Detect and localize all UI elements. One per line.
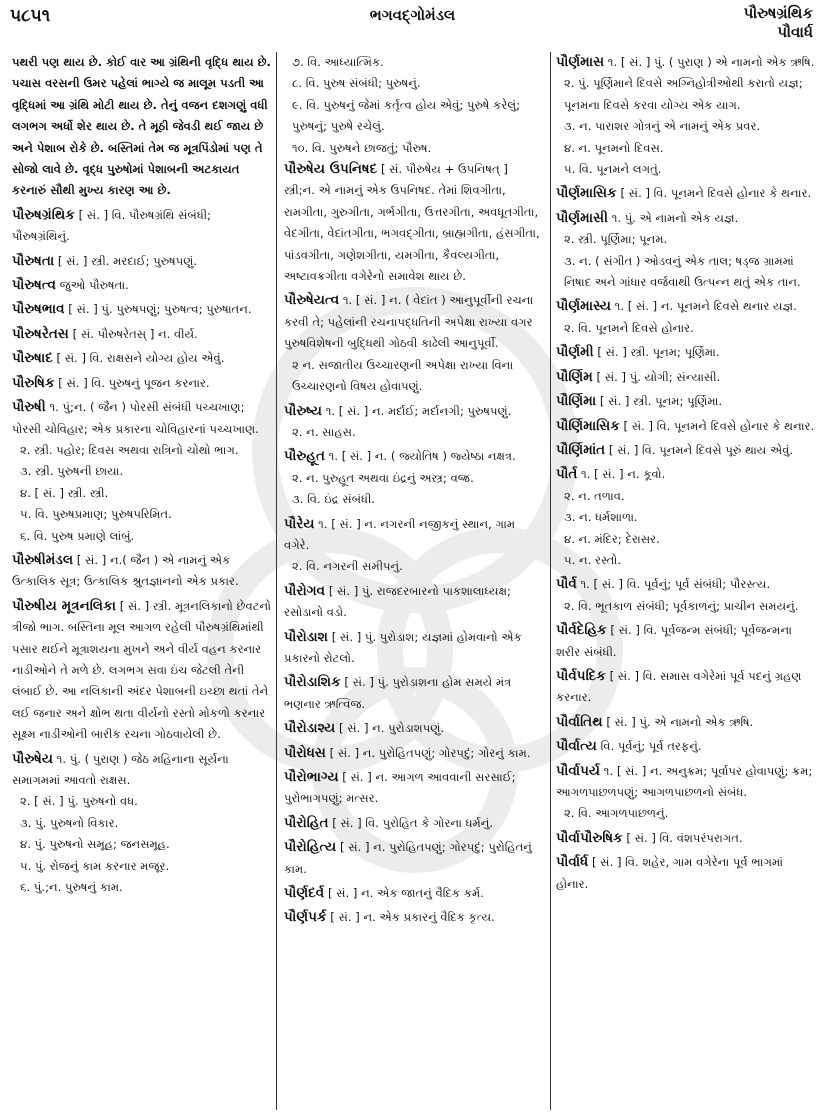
entry-definition: [ સં. ] ન. પુરોડાશપણું. [338, 721, 445, 736]
dictionary-entry [284, 743, 540, 764]
entry-headword: પૌર્વાત્ય [556, 738, 597, 755]
entry-definition: ૧. [ સં. ] વિ. પૂર્વનું; પૂર્વ સંબંધી; પૌરસ્ત્ય. [580, 577, 771, 592]
entry-sense: ૩. સ્ત્રી. પુરુષની છાયા. [20, 464, 124, 479]
entry-sense: ૨ ન. સજાતીય ઉચ્ચારણની અપેક્ષા રાખ્યા વિના ઉચ્ચારણનો વિષય હોવાપણું. [292, 357, 514, 394]
dictionary-entry [284, 672, 540, 715]
page-header [0, 0, 825, 50]
entry-sense: ૨. વિ. નગરની સમીપનું. [292, 559, 403, 574]
entry-headword: પૌરોડાશ્ય [284, 720, 336, 737]
continuation-senses [284, 52, 540, 159]
entry-sense: ૮. વિ. પુરુષ સંબંધી; પુરુષનું. [292, 76, 421, 91]
entry-headword: પૌર્ત [556, 466, 578, 483]
entry-definition: [ સં. ] વિ. સમાસ વગેરેમાં પૂર્વ પદનું ગ્રહણ કરનાર. [556, 668, 802, 705]
entry-headword: પૌરુષેય [12, 750, 54, 767]
entry-definition: ૧. પું;ન. ( જૈન ) પોરસી સંબંધી પચ્ચખાણ; પોરસી ચોવિહાર; એક પ્રકારના ચોવિહારનાં પચ્ચખાણ. [12, 400, 259, 436]
entry-sense: ૨. ન. સાહસ. [292, 424, 356, 439]
entry-definition: [ સં. ] સ્ત્રી. પૂનમ; પૂર્ણિમા. [597, 345, 720, 360]
entry-definition: [ સં. ] વિ. પૂનમને દિવસે હોનાર કે થનાર. [620, 186, 812, 201]
entry-definition: [ સં. ] પું. એ નામનો એક ઋષિ. [606, 714, 754, 729]
dictionary-entry [556, 296, 818, 339]
entry-definition: [ સં. ] વિ. પુરુષનું પૂજન કરનાર. [58, 375, 210, 390]
entry-headword: પૌર્ણમાસ [556, 54, 605, 70]
guide-word-last: પૌવાર્ધ [777, 23, 813, 41]
entry-headword: પૌરુહૂત [284, 448, 325, 465]
entry-headword: પૌર્વાતિથ [556, 713, 603, 730]
dictionary-entry [556, 761, 818, 825]
entry-definition: ૧. [ સં. ] ન. કૂવો. [581, 467, 666, 482]
dictionary-entry [284, 837, 540, 880]
entry-sense: ૪. [ સં. ] સ્ત્રી. સ્ત્રી. [20, 485, 109, 500]
entry-sense: ૬. પું.;ન. પુરુષનું કામ. [20, 880, 123, 895]
entry-headword: પૌરેય [284, 515, 315, 532]
page-number: ૫૮૫૧ [10, 6, 51, 26]
entry-sense: ૫. પું. રોજનું કામ કરનાર મજૂર. [20, 858, 170, 873]
dictionary-entry [12, 550, 272, 593]
entry-headword: પૌરુષગ્રંથિક [12, 206, 75, 223]
entry-definition: [ સં. પૌરુષરેતસ્ ] ન. વીર્ય. [72, 326, 198, 341]
entry-definition: [ સં. ] સ્ત્રી. મૂત્રનલિકાનો છેવટનો ત્રીજો ભાગ. બસ્તિના મૂલ આગળ રહેલી પૌરુષગ્રંથિમાંથી પસાર થઈને મૂત્રાશયના મુખને અને વીર્ય વહન કરનાર નાડીઓને તે મળે છે. લગભગ સવા ઇંચ જેટલી તેની લંબાઈ છે. આ નલિકાની અંદર પેશાબની ઇચ્છા થતાં તેને લઈ જનાર અને ક્ષોભ થતા વીર્યનો રસ્તો મોકળો કરનાર સૂક્ષ્મ નાડીઓની બારીક રચના ગોઠવાયેલી છે. [12, 598, 272, 742]
dictionary-entry [556, 736, 818, 757]
dictionary-entry [284, 446, 540, 510]
column-middle [284, 52, 540, 1110]
entry-headword: પૌરુષતા [12, 252, 55, 269]
dictionary-entry [556, 666, 818, 709]
entry-sense: ૯. વિ. પુરુષનું જેમાં કર્તૃત્વ હોય એવું; પુરુષે કરેલું; પુરુષનું; પુરુષે રચેલું. [292, 97, 520, 134]
entry-definition: [ સં. ] પું. પુરોડાશ; યજ્ઞમાં હોમવાનો એક પ્રકારનો રોટલો. [284, 629, 522, 665]
entry-headword: પૌર્વાપર્ય [556, 762, 601, 779]
entry-definition: [ સં. ] વિ. પૂનમને દિવસે હોનાર કે થનાર. [623, 418, 815, 433]
dictionary-entry [284, 290, 540, 397]
dictionary-entry [284, 718, 540, 739]
dictionary-entry [284, 883, 540, 904]
entry-definition: [ સં. ] ન. એક જાતનું વૈદિક કર્મ. [327, 886, 484, 901]
entry-definition: [ સં. ] ન. પુરોહિતપણું; ગોરપદું; ગોરનું કામ. [329, 745, 531, 760]
column-left [12, 52, 272, 1110]
entry-definition: ૧. [ સં. ] ન. મર્દાઈ; મર્દાનગી; પુરુષપણું. [325, 403, 512, 418]
dictionary-entry [12, 397, 272, 547]
entry-headword: પૌરુષભાવ [12, 301, 65, 318]
running-title: ભગવદ્ગોમંડલ [369, 6, 456, 24]
entry-definition: [ સં. ] પું. પુરોડાશના હોમ સમયે મંત્ર ભણનાર ઋત્વિજ. [284, 675, 512, 711]
entry-headword: પૌરુષેય ઉપનિષદ [284, 161, 378, 178]
entry-definition: [ સં. ] ન. આગળ આવવાની સરસાઈ; પુરોભાગપણું; મત્સર. [284, 770, 516, 806]
dictionary-entry [12, 596, 272, 746]
entry-sense: ૬. વિ. પુરુષ પ્રમાણે લાંબું. [20, 528, 135, 543]
entry-list [12, 205, 272, 899]
entry-definition: જુઓ પૌરુષતા. [59, 278, 129, 293]
entry-headword: પૌર્ણમાસી [556, 209, 608, 226]
entry-headword: પૌરોગવ [284, 582, 326, 599]
entry-headword: પૌરુષી [12, 399, 46, 416]
dictionary-entry [556, 208, 818, 294]
dictionary-entry [284, 907, 540, 928]
dictionary-entry [284, 627, 540, 670]
column-right [556, 52, 818, 1110]
entry-sense: ૨. વિ. પૂનમને દિવસે હોનાર. [564, 320, 694, 335]
entry-sense: ૨. સ્ત્રી. પહોર; દિવસ અથવા રાત્રિનો ચોથો ભાગ. [20, 442, 239, 457]
entry-definition: [ સં. પૌરુષેય + ઉપનિષત્ ] સ્ત્રી;ન. એ નામનું એક ઉપનિષદ. તેમાં શિવગીતા, રામગીતા, ગુરુગીતા, ગર્ભગીતા, ઉત્તરગીતા, અવધૂતગીતા, વેદગીતા, વેદાંતગીતા, ભગવદ્ગીતા, બ્રાહ્મગીતા, હંસગીતા, પાંડવગીતા, ગણેશગીતા, યમગીતા, કૈવલ્યગીતા, અષ્ટાવક્રગીતા વગેરેનો સમાવેશ થાય છે. [284, 162, 540, 284]
entry-sense: ૨. પું. પૂર્ણિમાને દિવસે અગ્નિહોત્રીઓથી કરાતો યજ્ઞ; પૂનમના દિવસે કરવા યોગ્ય એક યાગ. [564, 76, 803, 112]
dictionary-entry [556, 828, 818, 849]
entry-headword: પૌર્ણિમાંત [556, 441, 606, 458]
guide-words [744, 4, 813, 42]
entry-headword: પૌર્ણદર્વ [284, 885, 325, 902]
entry-definition: [ સં. ] વિ. પૂર્વજન્મ સંબંધી; પૂર્વજન્મના શરીર સંબંધી. [556, 623, 792, 659]
dictionary-entry [556, 574, 818, 617]
entry-definition: [ સં. ] સ્ત્રી. પૂનમ; પૂર્ણિમા. [599, 394, 723, 409]
dictionary-entry [12, 205, 272, 248]
entry-headword: પૌરુષેયત્વ [284, 292, 340, 309]
dictionary-entry [284, 514, 540, 578]
entry-definition: [ સં. ] ન. એક પ્રકારનું વૈદિક કૃત્ય. [330, 910, 495, 925]
entry-headword: પૌરોડાશિક [284, 674, 341, 691]
dictionary-entry [12, 251, 272, 272]
entry-sense: ૨. વિ. ભૂતકાળ સંબંધી; પૂર્વકાળનું; પ્રાચીન સમયનું. [564, 598, 799, 613]
dictionary-columns [0, 52, 825, 1112]
dictionary-entry [284, 581, 540, 624]
entry-sense: ૨. ન. તળાવ. [564, 488, 625, 503]
entry-headword: પૌર્વાર્ધ [556, 854, 589, 871]
dictionary-entry [556, 391, 818, 412]
dictionary-entry [556, 440, 818, 461]
dictionary-entry [284, 813, 540, 834]
entry-sense: ૫. વિ. પુરુષપ્રમાણ; પુરુષપરિમિત. [20, 507, 172, 522]
continuation-text: પથરી પણ થાય છે. કોઈ વાર આ ગ્રંથિની વૃદ્ધિ થાય છે. પચાસ વરસની ઉમર પહેલાં ભાગ્યે જ માલૂમ પડતી આ વૃદ્ધિમાં આ ગ્રંથિ મોટી થાય છે. તેનું વજન દશગણું વધી લગભગ અર્ધો શેર થાય છે. તે મૂઠી જેવડી થઈ જાય છે અને પેશાબ રોકે છે. બસ્તિમાં તેમ જ મૂત્રપિંડોમાં પણ તે સોજો લાવે છે. વૃદ્ધ પુરુષોમાં પેશાબની અટકાયત કરનારું સૌથી મુખ્ય કારણ આ છે. [12, 55, 271, 198]
dictionary-entry [556, 620, 818, 663]
dictionary-entry [12, 749, 272, 899]
entry-headword: પૌરોભાગ્ય [284, 769, 339, 785]
entry-headword: પૌર્વપદિક [556, 667, 606, 684]
entry-headword: પૌરોડાશ [284, 628, 329, 645]
entry-definition: ૧. [ સં. ] ન. પૂનમને દિવસે થનાર યજ્ઞ. [614, 299, 797, 314]
entry-definition: [ સં. ] પું. પુરુષપણું; પુરુષત્વ; પુરુષાતન. [68, 302, 252, 317]
entry-definition: [ સં. ] સ્ત્રી. મરદાઈ; પુરુષપણું. [57, 253, 198, 268]
entry-sense: ૨. ન. પુરુહૂત અથવા ઇંદ્રનું અસ્ત્ર; વજ્ર. [292, 470, 474, 485]
entry-definition: ૧. [ સં. ] ન. અનુક્રમ; પૂર્વાપર હોવાપણું; ક્રમ; આગળપાછળપણું; આગળપાછળનો સંબંધ. [556, 763, 813, 799]
dictionary-entry [556, 52, 818, 180]
entry-sense: ૪. ન. પૂનમનો દિવસ. [564, 140, 664, 155]
dictionary-entry [556, 367, 818, 388]
dictionary-entry [556, 183, 818, 204]
entry-list [284, 159, 540, 929]
entry-sense: ૩. પું. પુરુષનો વિકાર. [20, 815, 119, 830]
entry-headword: પૌર્વ [556, 576, 577, 593]
entry-headword: પૌર્ણિમ [556, 368, 593, 385]
dictionary-entry [556, 464, 818, 571]
entry-sense: ૪. પું. પુરુષનો સમૂહ; જનસમૂહ. [20, 837, 170, 852]
entry-definition: [ સં. ] વિ. પૂનમને દિવસે પૂરું થાય એવું. [608, 442, 794, 457]
entry-sense: ૫. ન. રસ્તો. [564, 552, 621, 567]
entry-definition: [ સં. ] પું. રાજદરબારનો પાકશાલાધ્યક્ષ; રસોડાનો વડો. [284, 583, 511, 620]
entry-headword: પૌર્ણિમા [556, 393, 597, 410]
entry-sense: ૫. વિ. પૂનમને લગતું. [564, 162, 662, 177]
entry-definition: [ સં. ] વિ. રાક્ષસને યોગ્ય હોય એવું. [56, 351, 225, 366]
entry-headword: પૌર્વાપૌરુષિક [556, 829, 623, 846]
entry-definition: ૧. [ સં. ] ન. ( વેદાંત ) આનુપૂર્વીની રચના કરવી તે; પહેલાંની રચનાપદ્ધતિની અપેક્ષા રાખ્યા વગર પુરુષવિશેષની બુદ્ધિથી ગોઠવી કાઢેલી આનુપૂર્વી. [284, 293, 534, 351]
entry-headword: પૌરોધસ [284, 744, 326, 761]
entry-definition: [ સં. ] ન. પુરોહિતપણું; ગોરપદું; પુરોહિતનું કામ. [284, 840, 532, 876]
dictionary-entry [556, 342, 818, 363]
entry-headword: પૌરુષાદ [12, 350, 53, 367]
dictionary-entry [12, 348, 272, 369]
entry-headword: પૌરોહિત [284, 814, 329, 831]
entry-headword: પૌર્ણિમાસિક [556, 417, 620, 434]
entry-headword: પૌર્ણપર્ક [284, 909, 327, 926]
entry-headword: પૌર્ણમાસિક [556, 185, 617, 202]
entry-sense: ૨. વિ. આગળપાછળનું. [564, 806, 669, 821]
entry-definition: વિ. પૂર્વનું; પૂર્વ તરફનું. [600, 739, 702, 754]
entry-definition: [ સં. ] ન.( જૈન ) એ નામનું એક ઉત્કાલિક સૂત્ર; ઉત્કાલિક શ્રુતજ્ઞાનનો એક પ્રકાર. [12, 552, 239, 589]
dictionary-entry [284, 401, 540, 444]
dictionary-entry [556, 416, 818, 437]
entry-definition: [ સં. ] વિ. વંશપરંપરાગત. [626, 830, 743, 845]
entry-definition: ૧. [ સં. ] ન. નગરની નજીકનું સ્થાન, ગામ વગેરે. [284, 516, 516, 552]
entry-headword: પૌરુષત્વ [12, 277, 57, 294]
entry-sense: ૩. ન. ( સંગીત ) ઓડવનું એક તાલ; ષડ્જ ગ્રામમાં નિષાદ અને ગાંધાર વર્જવાથી ઉત્પન્ન થતું એક તાન. [564, 253, 801, 290]
dictionary-entry [556, 712, 818, 733]
entry-sense: ૩. વિ. ઇંદ્ર સંબંધી. [292, 492, 375, 507]
dictionary-entry [12, 373, 272, 394]
entry-definition: ૧. પું. એ નામનો એક યજ્ઞ. [611, 210, 739, 225]
entry-sense: ૩. ન. પારાશર ગોત્રનું એ નામનું એક પ્રવર. [564, 119, 761, 134]
entry-definition: [ સં. ] વિ. પૌરુષગ્રંથિ સંબંધી; પૌરુષગ્રંથિનું. [12, 207, 212, 244]
entry-definition: ૧. [ સં. ] પું. ( પુરાણ ) એ નામનો એક ઋષિ. [607, 55, 815, 69]
entry-headword: પૌર્વદેહિક [556, 622, 607, 639]
entry-headword: પૌરોહિત્ય [284, 839, 337, 856]
entry-sense: ૪. ન. મંદિર; દેરાસર. [564, 531, 660, 546]
entry-headword: પૌર્ણમાસ્ય [556, 298, 611, 315]
entry-definition: [ સં. ] પું. યોગી; સંન્યાસી. [596, 369, 721, 384]
entry-sense: ૨. [ સં. ] પું. પુરુષનો વધ. [20, 794, 138, 809]
dictionary-entry [284, 159, 540, 287]
entry-sense: ૭. વિ. આધ્યાત્મિક. [292, 55, 384, 69]
guide-word-first: પૌરુષગ્રંથિક [743, 4, 813, 22]
entry-definition: ૧. પું. ( પુરાણ ) જેઠ મહિનાના સૂર્યના સમાગમમાં આવતો રાક્ષસ. [12, 751, 229, 787]
entry-definition: ૧. [ સં. ] ન. ( જ્યોતિષ ) જ્યેષ્ઠા નક્ષત્ર. [328, 449, 516, 464]
dictionary-entry [12, 324, 272, 345]
dictionary-entry [12, 299, 272, 320]
entry-definition: [ સં. ] વિ. પુરોહિત કે ગોરના ધર્મનું. [332, 815, 494, 830]
entry-headword: પૌરુષીમંડલ [12, 551, 74, 568]
dictionary-entry [556, 852, 818, 895]
entry-list [556, 52, 818, 895]
entry-sense: ૩. ન. ધર્મશાળા. [564, 510, 638, 525]
entry-sense: ૨. સ્ત્રી. પૂર્ણિમા; પૂનમ. [564, 232, 668, 247]
column-divider [550, 52, 551, 1110]
entry-headword: પૌરુષિક [12, 374, 55, 391]
entry-headword: પૌરુષ્ય [284, 402, 323, 419]
entry-headword: પૌરુષીય મૂત્રનલિકા [12, 597, 116, 614]
entry-headword: પૌર્ણમી [556, 344, 594, 361]
entry-definition: [ સં. ] વિ. શહેર, ગામ વગેરેના પૂર્વ ભાગમાં હોનાર. [556, 855, 783, 891]
column-divider [276, 52, 277, 1110]
entry-sense: ૧૦. વિ. પુરુષને છાજતું; પૌરુષ. [292, 140, 432, 155]
dictionary-entry [284, 767, 540, 810]
entry-headword: પૌરુષરેતસ [12, 325, 69, 342]
dictionary-entry [12, 275, 272, 296]
